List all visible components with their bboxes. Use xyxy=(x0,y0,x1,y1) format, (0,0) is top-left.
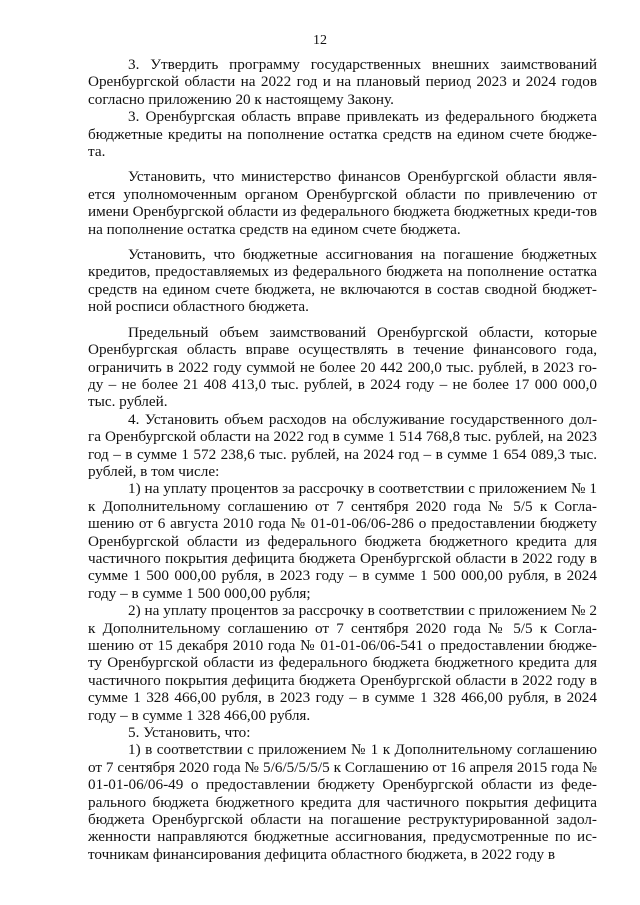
paragraph-borrowing-limit: Предельный объем заимствований Оренбургской области, которые Оренбургская область вправе осуществлять в течение финансового года, ограничить в 2022 году суммой не более 20 442 200,0 тыс. рублей, в 2023 го-ду – не более 21 408 413,0 тыс. рублей, в 2024 году – не более 17 000 000,0 тыс. рублей. xyxy=(88,323,597,411)
paragraph-installment-interest-2: 2) на уплату процентов за рассрочку в соответствии с приложением № 2 к Дополнительному соглашению от 7 сентября 2020 года № 5/5 к Согла-шению от 15 декабря 2010 года № 01-01-06/06-541 о предоставлении бюдже-ту Оренбургской области из федерального бюджета бюджетного кредита для частичного покрытия дефицита бюджета Оренбургской области в 2022 году в сумме 1 328 466,00 рубля, в 2023 году – в сумме 1 328 466,00 рубля, в 2024 году – в сумме 1 328 466,00 рубля. xyxy=(88,602,597,724)
paragraph-installment-interest-1: 1) на уплату процентов за рассрочку в соответствии с приложением № 1 к Дополнительному соглашению от 7 сентября 2020 года № 5/5 к Согла-шению от 6 августа 2010 года № 01-01-06/06-286 о предоставлении бюджету Оренбургской области из федерального бюджета бюджетного кредита для частичного покрытия дефицита бюджета Оренбургской области в 2022 году в сумме 1 500 000,00 рубля, в 2023 году – в сумме 1 500 000,00 рубля, в 2024 году – в сумме 1 500 000,00 рубля; xyxy=(88,480,597,602)
paragraph-borrowing-program: 3. Утвердить программу государственных внешних заимствований Оренбургской области на 2022 год и на плановый период 2023 и 2024 годов согласно приложению 20 к настоящему Закону. xyxy=(88,56,597,108)
paragraph-repayment-allocations: Установить, что бюджетные ассигнования на погашение бюджетных кредитов, предоставляемых из федерального бюджета на пополнение остатка средств на едином счете бюджета, не включаются в состав сводной бюджет-ной росписи областного бюджета. xyxy=(88,246,597,316)
paragraph-budget-credits: 3. Оренбургская область вправе привлекать из федерального бюджета бюджетные кредиты на пополнение остатка средств на едином счете бюдже-та. xyxy=(88,108,597,161)
paragraph-establish: 5. Установить, что: xyxy=(128,724,251,742)
page-number: 12 xyxy=(313,33,327,48)
body-text xyxy=(88,56,597,863)
paragraph-debt-service-expenses: 4. Установить объем расходов на обслуживание государственного дол-га Оренбургской области на 2022 год в сумме 1 514 768,8 тыс. рублей, на 2023 год – в сумме 1 572 238,6 тыс. рублей, на 2024 год – в сумме 1 654 089,3 тыс. рублей, в том числе: xyxy=(88,410,597,480)
paragraph-ministry-authorized: Установить, что министерство финансов Оренбургской области явля-ется уполномоченным органом Оренбургской области по привлечению от имени Оренбургской области из федерального бюджета бюджетных креди-тов на пополнение остатка средств на едином счете бюджета. xyxy=(88,168,597,238)
paragraph-restructured-debt: 1) в соответствии с приложением № 1 к Дополнительному соглашению от 7 сентября 2020 года № 5/6/5/5/5/5 к Соглашению от 16 апреля 2015 года № 01-01-06/06-49 о предоставлении бюджету Оренбургской области из феде-рального бюджета бюджетного кредита для частичного покрытия дефицита бюджета Оренбургской области на погашение реструктурированной задол-женности направляются бюджетные ассигнования, предусмотренные по ис-точникам финансирования дефицита областного бюджета, в 2022 году в xyxy=(88,741,597,863)
